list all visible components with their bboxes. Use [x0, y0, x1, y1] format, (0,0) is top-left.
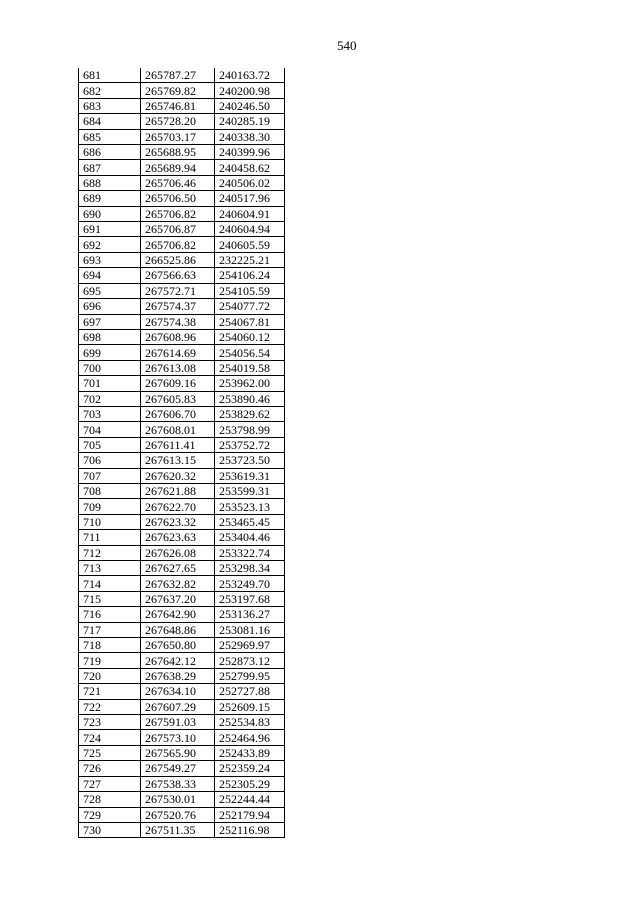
y-coordinate-cell: 254067.81 [215, 314, 285, 329]
y-coordinate-cell: 253465.45 [215, 514, 285, 529]
table-row [79, 391, 285, 406]
x-coordinate-cell: 267606.70 [141, 406, 215, 421]
y-coordinate-cell: 252116.98 [215, 822, 285, 837]
coordinate-table [78, 68, 285, 838]
table-row [79, 283, 285, 298]
y-coordinate-cell: 253322.74 [215, 545, 285, 560]
x-coordinate-cell: 265706.82 [141, 206, 215, 221]
x-coordinate-cell: 267626.08 [141, 545, 215, 560]
point-number-cell: 726 [79, 761, 141, 776]
table-row [79, 499, 285, 514]
point-number-cell: 711 [79, 530, 141, 545]
point-number-cell: 712 [79, 545, 141, 560]
x-coordinate-cell: 265769.82 [141, 83, 215, 98]
point-number-cell: 698 [79, 329, 141, 344]
y-coordinate-cell: 240246.50 [215, 98, 285, 113]
y-coordinate-cell: 240399.96 [215, 145, 285, 160]
x-coordinate-cell: 267638.29 [141, 668, 215, 683]
table-row [79, 730, 285, 745]
point-number-cell: 694 [79, 268, 141, 283]
point-number-cell: 691 [79, 222, 141, 237]
table-row [79, 792, 285, 807]
table-row [79, 699, 285, 714]
table-row [79, 83, 285, 98]
table-row [79, 360, 285, 375]
point-number-cell: 715 [79, 591, 141, 606]
point-number-cell: 706 [79, 453, 141, 468]
y-coordinate-cell: 252799.95 [215, 668, 285, 683]
table-row [79, 807, 285, 822]
table-row [79, 406, 285, 421]
y-coordinate-cell: 253404.46 [215, 530, 285, 545]
x-coordinate-cell: 267574.38 [141, 314, 215, 329]
y-coordinate-cell: 253798.99 [215, 422, 285, 437]
x-coordinate-cell: 267608.01 [141, 422, 215, 437]
y-coordinate-cell: 252969.97 [215, 638, 285, 653]
point-number-cell: 713 [79, 561, 141, 576]
y-coordinate-cell: 240200.98 [215, 83, 285, 98]
y-coordinate-cell: 252433.89 [215, 745, 285, 760]
x-coordinate-cell: 266525.86 [141, 252, 215, 267]
y-coordinate-cell: 252727.88 [215, 684, 285, 699]
table-row [79, 145, 285, 160]
table-row [79, 437, 285, 452]
coordinate-table-body [79, 68, 285, 838]
table-row [79, 653, 285, 668]
point-number-cell: 707 [79, 468, 141, 483]
x-coordinate-cell: 267614.69 [141, 345, 215, 360]
y-coordinate-cell: 232225.21 [215, 252, 285, 267]
x-coordinate-cell: 267623.32 [141, 514, 215, 529]
table-row [79, 607, 285, 622]
point-number-cell: 725 [79, 745, 141, 760]
x-coordinate-cell: 265728.20 [141, 114, 215, 129]
x-coordinate-cell: 265703.17 [141, 129, 215, 144]
x-coordinate-cell: 267627.65 [141, 561, 215, 576]
table-row [79, 822, 285, 837]
table-row [79, 745, 285, 760]
point-number-cell: 723 [79, 715, 141, 730]
point-number-cell: 720 [79, 668, 141, 683]
y-coordinate-cell: 240458.62 [215, 160, 285, 175]
y-coordinate-cell: 240338.30 [215, 129, 285, 144]
point-number-cell: 728 [79, 792, 141, 807]
x-coordinate-cell: 267637.20 [141, 591, 215, 606]
table-row [79, 530, 285, 545]
table-row [79, 545, 285, 560]
x-coordinate-cell: 265746.81 [141, 98, 215, 113]
point-number-cell: 724 [79, 730, 141, 745]
y-coordinate-cell: 253298.34 [215, 561, 285, 576]
x-coordinate-cell: 267572.71 [141, 283, 215, 298]
y-coordinate-cell: 252873.12 [215, 653, 285, 668]
y-coordinate-cell: 252179.94 [215, 807, 285, 822]
point-number-cell: 682 [79, 83, 141, 98]
table-row [79, 715, 285, 730]
point-number-cell: 714 [79, 576, 141, 591]
table-row [79, 576, 285, 591]
x-coordinate-cell: 267613.08 [141, 360, 215, 375]
table-row [79, 160, 285, 175]
table-row [79, 68, 285, 83]
y-coordinate-cell: 253752.72 [215, 437, 285, 452]
point-number-cell: 684 [79, 114, 141, 129]
y-coordinate-cell: 253962.00 [215, 376, 285, 391]
point-number-cell: 699 [79, 345, 141, 360]
table-row [79, 252, 285, 267]
table-row [79, 638, 285, 653]
x-coordinate-cell: 267642.90 [141, 607, 215, 622]
y-coordinate-cell: 240285.19 [215, 114, 285, 129]
point-number-cell: 695 [79, 283, 141, 298]
table-row [79, 299, 285, 314]
point-number-cell: 693 [79, 252, 141, 267]
point-number-cell: 683 [79, 98, 141, 113]
point-number-cell: 717 [79, 622, 141, 637]
x-coordinate-cell: 265688.95 [141, 145, 215, 160]
table-row [79, 776, 285, 791]
point-number-cell: 729 [79, 807, 141, 822]
table-row [79, 345, 285, 360]
y-coordinate-cell: 253197.68 [215, 591, 285, 606]
y-coordinate-cell: 252359.24 [215, 761, 285, 776]
x-coordinate-cell: 267549.27 [141, 761, 215, 776]
y-coordinate-cell: 252609.15 [215, 699, 285, 714]
y-coordinate-cell: 254056.54 [215, 345, 285, 360]
x-coordinate-cell: 267511.35 [141, 822, 215, 837]
x-coordinate-cell: 265689.94 [141, 160, 215, 175]
table-row [79, 329, 285, 344]
table-row [79, 483, 285, 498]
table-row [79, 114, 285, 129]
y-coordinate-cell: 254060.12 [215, 329, 285, 344]
x-coordinate-cell: 267632.82 [141, 576, 215, 591]
point-number-cell: 721 [79, 684, 141, 699]
x-coordinate-cell: 267623.63 [141, 530, 215, 545]
x-coordinate-cell: 267573.10 [141, 730, 215, 745]
x-coordinate-cell: 267605.83 [141, 391, 215, 406]
x-coordinate-cell: 267634.10 [141, 684, 215, 699]
y-coordinate-cell: 252244.44 [215, 792, 285, 807]
y-coordinate-cell: 240163.72 [215, 68, 285, 83]
x-coordinate-cell: 267609.16 [141, 376, 215, 391]
table-row [79, 561, 285, 576]
page-number: 540 [337, 38, 357, 53]
y-coordinate-cell: 253523.13 [215, 499, 285, 514]
point-number-cell: 688 [79, 175, 141, 190]
x-coordinate-cell: 267613.15 [141, 453, 215, 468]
point-number-cell: 705 [79, 437, 141, 452]
x-coordinate-cell: 267538.33 [141, 776, 215, 791]
point-number-cell: 718 [79, 638, 141, 653]
point-number-cell: 696 [79, 299, 141, 314]
point-number-cell: 719 [79, 653, 141, 668]
y-coordinate-cell: 252464.96 [215, 730, 285, 745]
x-coordinate-cell: 267520.76 [141, 807, 215, 822]
point-number-cell: 722 [79, 699, 141, 714]
y-coordinate-cell: 253619.31 [215, 468, 285, 483]
point-number-cell: 692 [79, 237, 141, 252]
table-row [79, 453, 285, 468]
x-coordinate-cell: 267622.70 [141, 499, 215, 514]
point-number-cell: 697 [79, 314, 141, 329]
y-coordinate-cell: 240506.02 [215, 175, 285, 190]
x-coordinate-cell: 265706.82 [141, 237, 215, 252]
table-row [79, 514, 285, 529]
point-number-cell: 701 [79, 376, 141, 391]
x-coordinate-cell: 267621.88 [141, 483, 215, 498]
x-coordinate-cell: 267574.37 [141, 299, 215, 314]
table-row [79, 191, 285, 206]
point-number-cell: 730 [79, 822, 141, 837]
y-coordinate-cell: 254105.59 [215, 283, 285, 298]
x-coordinate-cell: 267642.12 [141, 653, 215, 668]
x-coordinate-cell: 265706.87 [141, 222, 215, 237]
y-coordinate-cell: 240604.94 [215, 222, 285, 237]
y-coordinate-cell: 252534.83 [215, 715, 285, 730]
table-row [79, 237, 285, 252]
x-coordinate-cell: 267650.80 [141, 638, 215, 653]
point-number-cell: 716 [79, 607, 141, 622]
point-number-cell: 703 [79, 406, 141, 421]
point-number-cell: 687 [79, 160, 141, 175]
x-coordinate-cell: 267565.90 [141, 745, 215, 760]
x-coordinate-cell: 265787.27 [141, 68, 215, 83]
point-number-cell: 700 [79, 360, 141, 375]
table-row [79, 222, 285, 237]
y-coordinate-cell: 254106.24 [215, 268, 285, 283]
point-number-cell: 708 [79, 483, 141, 498]
point-number-cell: 727 [79, 776, 141, 791]
y-coordinate-cell: 253829.62 [215, 406, 285, 421]
point-number-cell: 702 [79, 391, 141, 406]
table-row [79, 468, 285, 483]
y-coordinate-cell: 252305.29 [215, 776, 285, 791]
y-coordinate-cell: 253723.50 [215, 453, 285, 468]
point-number-cell: 686 [79, 145, 141, 160]
x-coordinate-cell: 267591.03 [141, 715, 215, 730]
x-coordinate-cell: 267530.01 [141, 792, 215, 807]
y-coordinate-cell: 253599.31 [215, 483, 285, 498]
table-row [79, 206, 285, 221]
table-row [79, 668, 285, 683]
table-row [79, 129, 285, 144]
table-row [79, 175, 285, 190]
table-row [79, 422, 285, 437]
x-coordinate-cell: 267648.86 [141, 622, 215, 637]
table-row [79, 268, 285, 283]
table-row [79, 761, 285, 776]
point-number-cell: 681 [79, 68, 141, 83]
point-number-cell: 709 [79, 499, 141, 514]
y-coordinate-cell: 240604.91 [215, 206, 285, 221]
x-coordinate-cell: 267608.96 [141, 329, 215, 344]
point-number-cell: 690 [79, 206, 141, 221]
point-number-cell: 689 [79, 191, 141, 206]
y-coordinate-cell: 240605.59 [215, 237, 285, 252]
table-row [79, 622, 285, 637]
x-coordinate-cell: 265706.46 [141, 175, 215, 190]
y-coordinate-cell: 253081.16 [215, 622, 285, 637]
y-coordinate-cell: 253890.46 [215, 391, 285, 406]
y-coordinate-cell: 253136.27 [215, 607, 285, 622]
table-row [79, 591, 285, 606]
point-number-cell: 710 [79, 514, 141, 529]
x-coordinate-cell: 265706.50 [141, 191, 215, 206]
point-number-cell: 685 [79, 129, 141, 144]
x-coordinate-cell: 267607.29 [141, 699, 215, 714]
table-row [79, 684, 285, 699]
x-coordinate-cell: 267611.41 [141, 437, 215, 452]
y-coordinate-cell: 253249.70 [215, 576, 285, 591]
table-row [79, 314, 285, 329]
y-coordinate-cell: 254077.72 [215, 299, 285, 314]
point-number-cell: 704 [79, 422, 141, 437]
x-coordinate-cell: 267566.63 [141, 268, 215, 283]
table-row [79, 98, 285, 113]
y-coordinate-cell: 254019.58 [215, 360, 285, 375]
y-coordinate-cell: 240517.96 [215, 191, 285, 206]
table-row [79, 376, 285, 391]
x-coordinate-cell: 267620.32 [141, 468, 215, 483]
